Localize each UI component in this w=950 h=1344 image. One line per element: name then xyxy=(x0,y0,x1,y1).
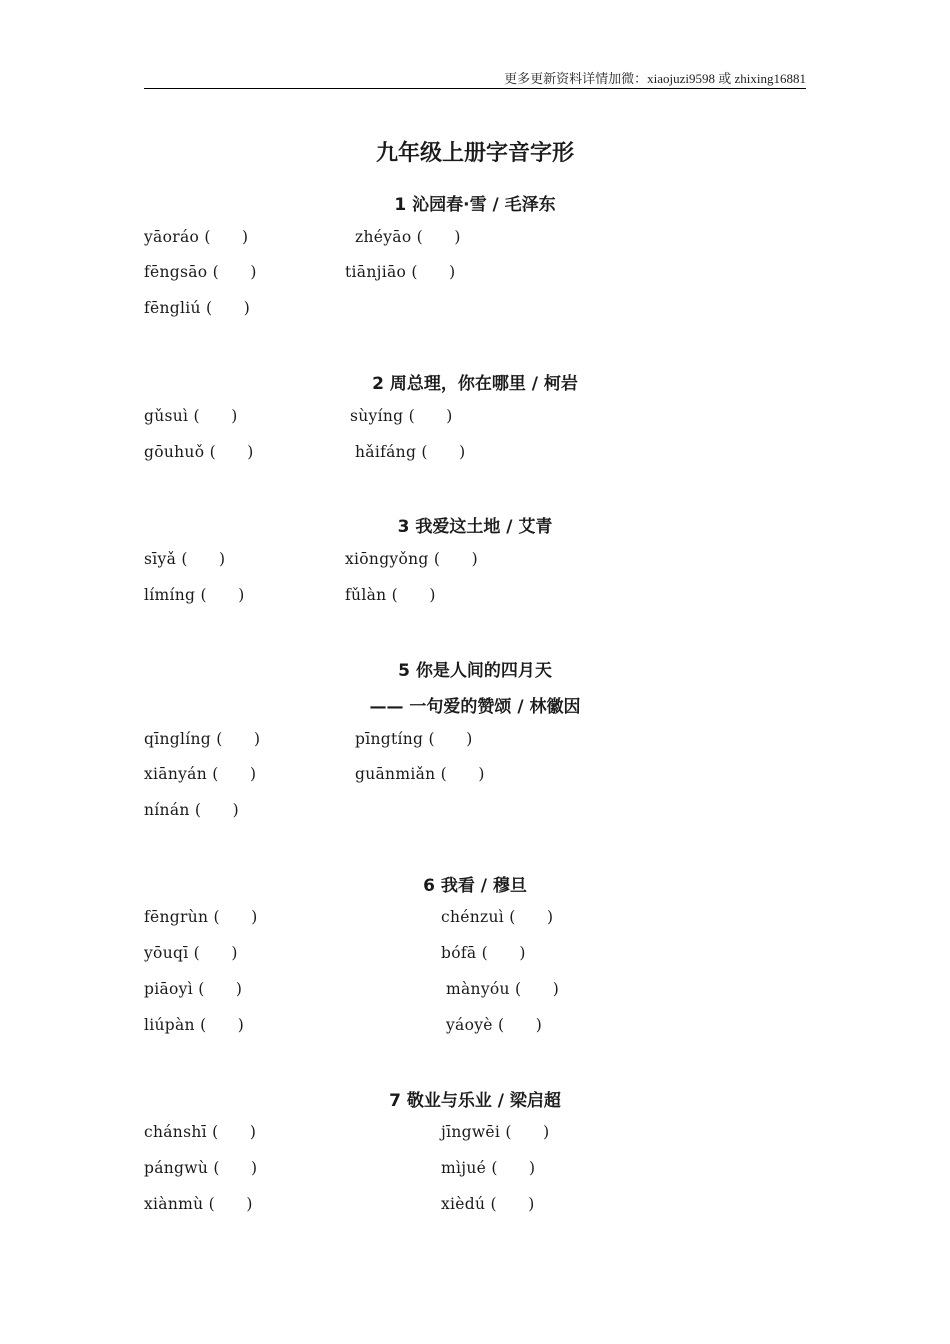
pinyin-item: yōuqī ( ) xyxy=(144,944,238,962)
page-title: 九年级上册字音字形 xyxy=(375,141,574,166)
pinyin-item: mìjué ( ) xyxy=(441,1159,536,1177)
section-heading: 3 我爱这土地 / 艾青 xyxy=(397,517,553,537)
pinyin-item: fēngrùn ( ) xyxy=(144,908,258,926)
section-heading: 7 敬业与乐业 / 梁启超 xyxy=(389,1091,561,1111)
pinyin-item: chánshī ( ) xyxy=(144,1123,257,1141)
pinyin-item: fēngliú ( ) xyxy=(144,299,251,317)
pinyin-item: sùyíng ( ) xyxy=(350,407,453,425)
page-header xyxy=(144,68,806,89)
pinyin-item: mànyóu ( ) xyxy=(446,980,560,998)
pinyin-item: pīngtíng ( ) xyxy=(355,730,473,748)
pinyin-item: pángwù ( ) xyxy=(144,1159,258,1177)
pinyin-item: qīnglíng ( ) xyxy=(144,730,261,748)
section-heading: 2 周总理，你在哪里 / 柯岩 xyxy=(372,374,578,394)
pinyin-item: nínán ( ) xyxy=(144,801,239,819)
pinyin-item: bófā ( ) xyxy=(441,944,526,962)
pinyin-item: límíng ( ) xyxy=(144,586,245,604)
pinyin-item: fǔlàn ( ) xyxy=(345,586,436,604)
pinyin-item: liúpàn ( ) xyxy=(144,1016,245,1034)
pinyin-item: chénzuì ( ) xyxy=(441,908,554,926)
pinyin-item: xiōngyǒng ( ) xyxy=(345,550,478,568)
header-note: 更多更新资料详情加微：xiaojuzi9598 或 zhixing16881 xyxy=(504,71,806,86)
pinyin-item: xièdú ( ) xyxy=(441,1195,535,1213)
pinyin-item: yāoráo ( ) xyxy=(144,228,249,246)
pinyin-item: gōuhuǒ ( ) xyxy=(144,443,254,461)
section-heading: 5 你是人间的四月天 xyxy=(398,661,552,681)
pinyin-item: fēngsāo ( ) xyxy=(144,263,257,281)
pinyin-item: xiānyán ( ) xyxy=(144,765,257,783)
pinyin-item: piāoyì ( ) xyxy=(144,980,243,998)
pinyin-item: tiānjiāo ( ) xyxy=(345,263,456,281)
section-heading: 6 我看 / 穆旦 xyxy=(423,876,527,896)
pinyin-item: zhéyāo ( ) xyxy=(355,228,461,246)
pinyin-item: xiànmù ( ) xyxy=(144,1195,253,1213)
pinyin-item: gǔsuì ( ) xyxy=(144,407,238,425)
pinyin-item: guānmiǎn ( ) xyxy=(355,765,485,783)
pinyin-item: hǎifáng ( ) xyxy=(355,443,466,461)
section-heading: 1 沁园春·雪 / 毛泽东 xyxy=(394,195,556,215)
section-subheading: —— 一句爱的赞颂 / 林徽因 xyxy=(369,697,581,717)
pinyin-item: jīngwēi ( ) xyxy=(441,1123,550,1141)
pinyin-item: yáoyè ( ) xyxy=(446,1016,543,1034)
pinyin-item: sīyǎ ( ) xyxy=(144,550,226,568)
